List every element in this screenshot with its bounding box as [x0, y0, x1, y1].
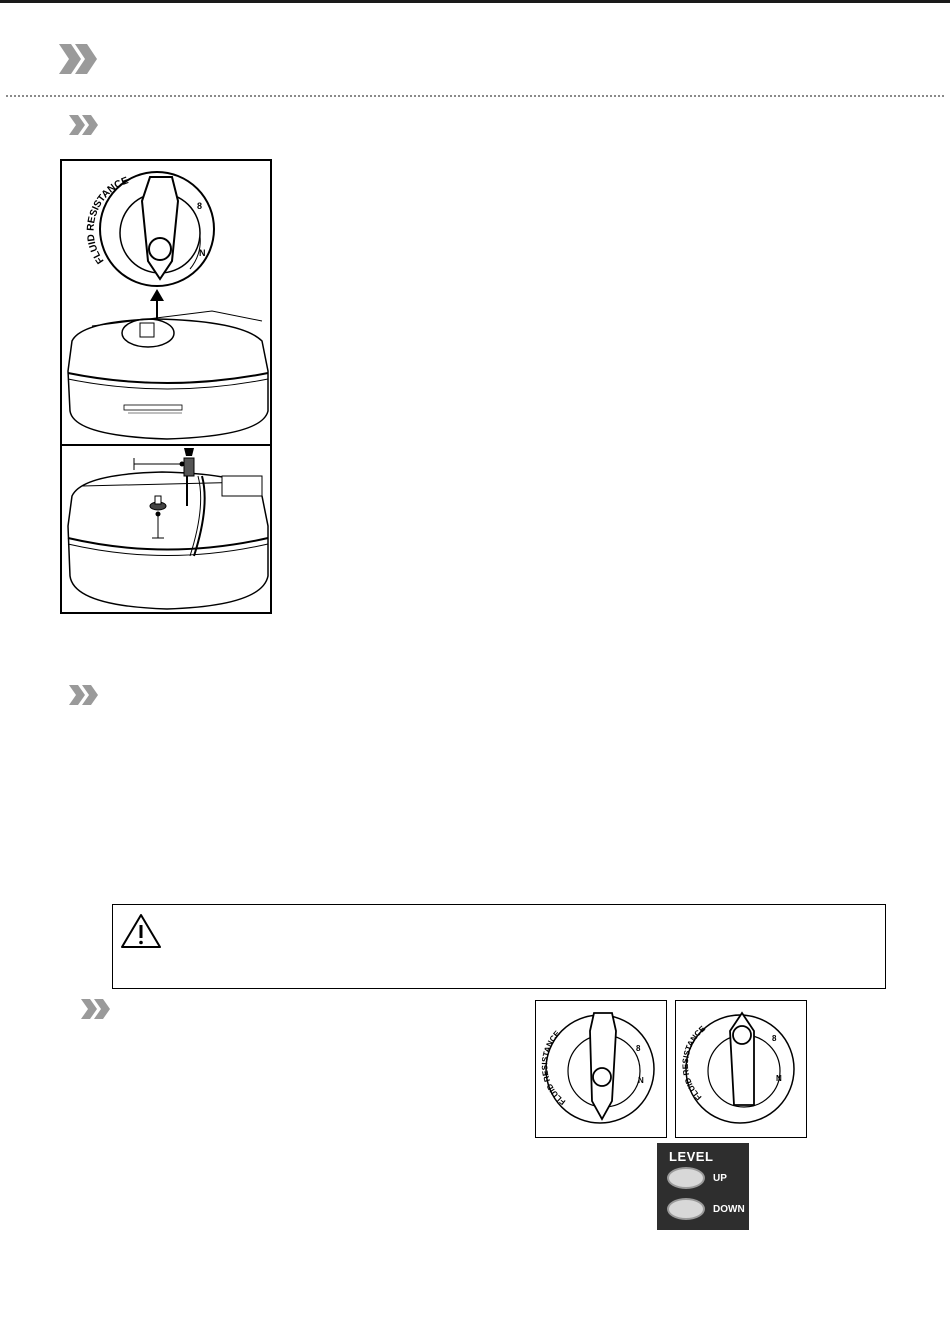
knob-label-text: FLUID RESISTANCE — [85, 175, 131, 266]
figure-tank-valves — [60, 444, 272, 614]
knob-position-2-illustration — [676, 1001, 805, 1136]
level-control-panel — [657, 1143, 749, 1230]
level-up-button[interactable] — [667, 1167, 705, 1189]
svg-text:N: N — [776, 1074, 782, 1083]
level-panel-title: LEVEL — [669, 1149, 714, 1164]
level-down-button[interactable] — [667, 1198, 705, 1220]
section-divider — [6, 95, 944, 97]
section-chevron-icon — [57, 42, 99, 76]
figure-knob-position-2 — [675, 1000, 807, 1138]
warning-triangle-icon — [119, 912, 163, 950]
svg-text:N: N — [638, 1076, 644, 1085]
subsection-chevron-icon — [80, 998, 112, 1020]
svg-text:8: 8 — [197, 201, 203, 211]
tank-valves-illustration — [62, 446, 270, 612]
knob-label-text: FLUID RESISTANCE — [680, 1024, 707, 1102]
level-down-label: DOWN — [713, 1204, 745, 1215]
knob-location-illustration — [62, 161, 270, 444]
svg-text:8: 8 — [772, 1034, 777, 1043]
svg-text:8: 8 — [636, 1044, 641, 1053]
subsection-chevron-icon — [68, 684, 100, 706]
header-rule — [0, 0, 950, 3]
knob-label-text: FLUID RESISTANCE — [540, 1028, 568, 1107]
subsection-chevron-icon — [68, 114, 100, 136]
figure-knob-location — [60, 159, 272, 446]
figure-knob-position-1 — [535, 1000, 667, 1138]
svg-text:N: N — [199, 248, 206, 258]
knob-position-1-illustration — [536, 1001, 665, 1136]
warning-callout — [112, 904, 886, 989]
level-up-label: UP — [713, 1173, 727, 1184]
